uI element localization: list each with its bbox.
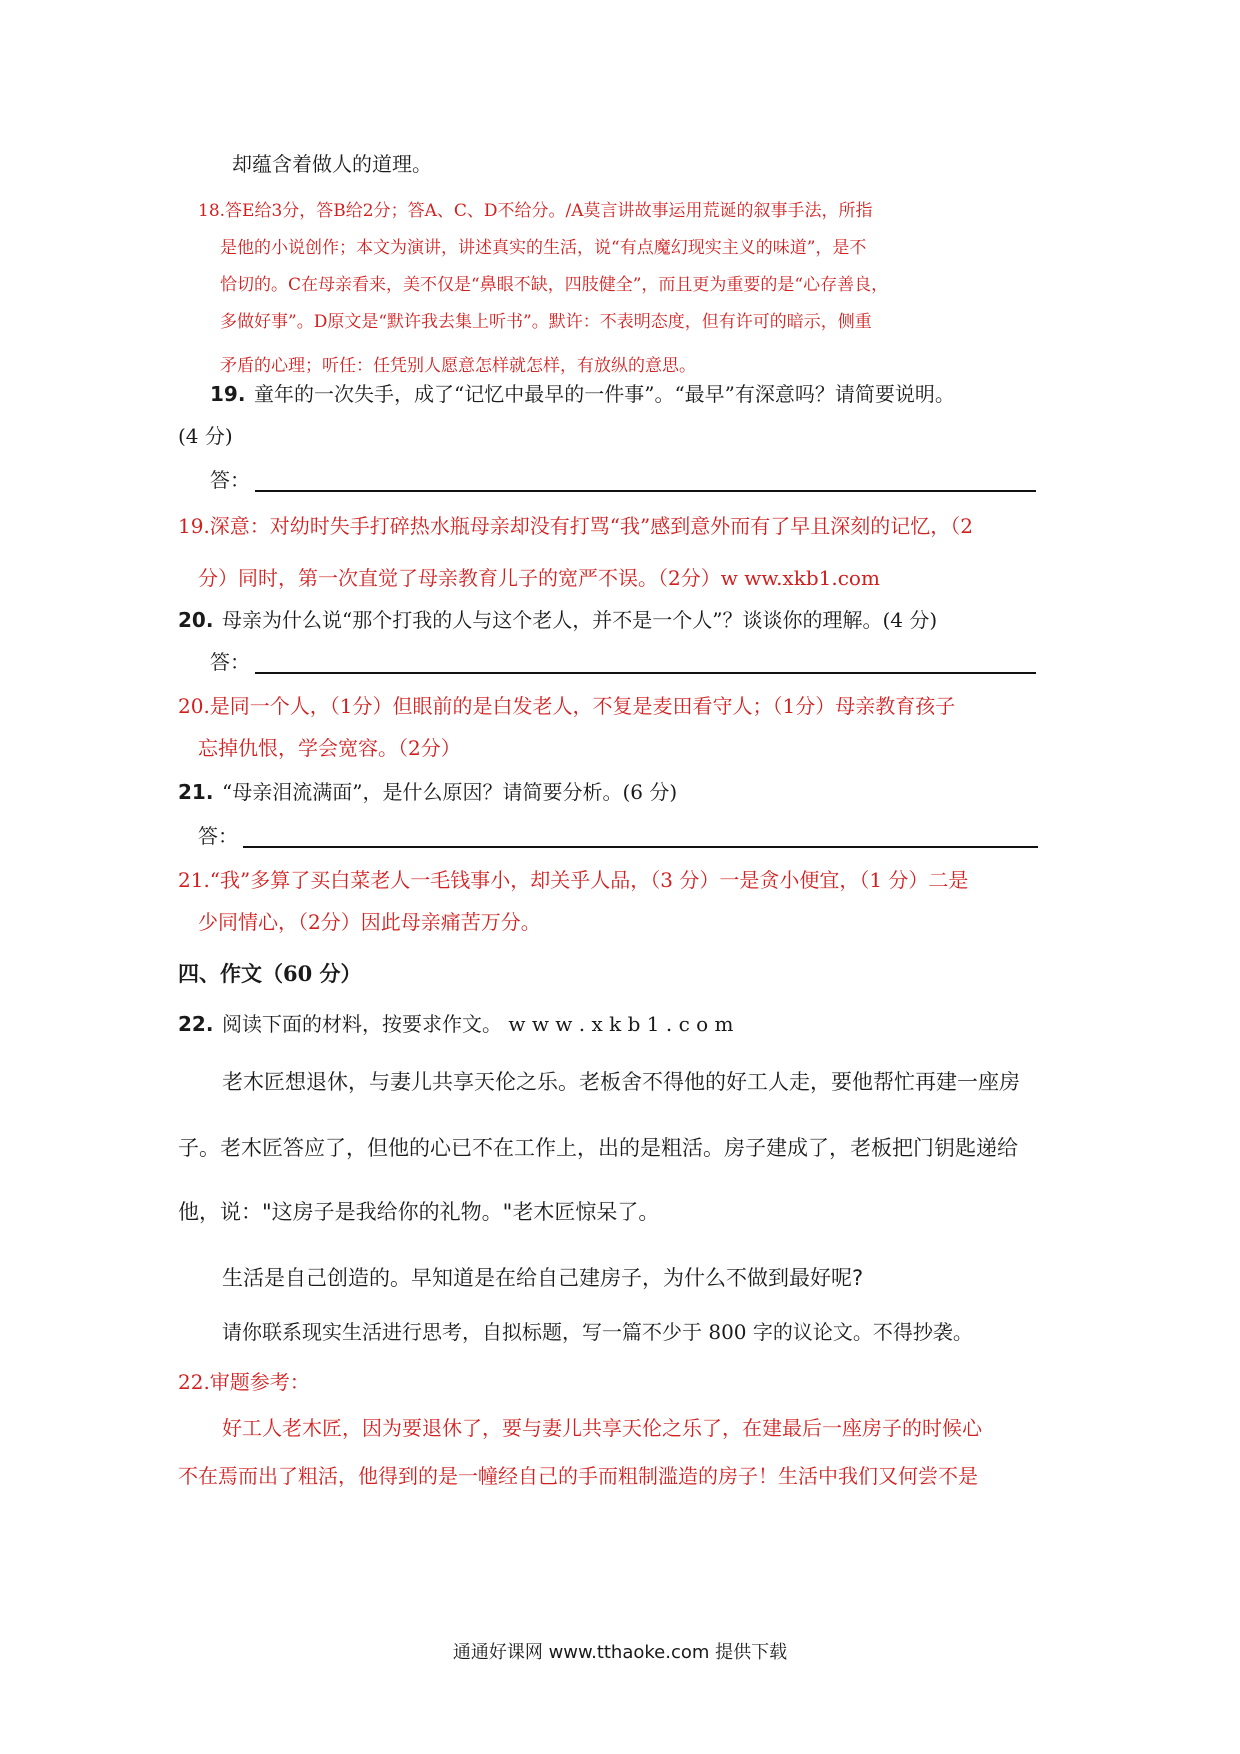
answer-19-line-1: 19.深意：对幼时失手打碎热水瓶母亲却没有打骂“我”感到意外而有了早且深刻的记忆，（2 — [178, 514, 973, 538]
question-21-number: 21. — [178, 780, 214, 804]
material-line-2: 子。老木匠答应了，但他的心已不在工作上，出的是粗活。房子建成了，老板把门钥匙递给 — [178, 1136, 1018, 1160]
answer-21-line-2: 少同情心，（2分）因此母亲痛苦万分。 — [198, 910, 541, 934]
answer-18-line-3: 恰切的。C在母亲看来，美不仅是“鼻眼不缺，四肢健全”，而且更为重要的是“心存善良， — [220, 275, 889, 295]
answer-18-line-4: 多做好事”。D原文是“默许我去集上听书”。默许：不表明态度，但有许可的暗示，侧重 — [220, 312, 872, 332]
answer-20-line-2: 忘掉仇恨，学会宽容。（2分） — [198, 736, 461, 760]
answer-label: 答： — [210, 468, 250, 492]
answer-label: 答： — [198, 824, 238, 848]
answer-18-line-1: 18.答E给3分，答B给2分；答A、C、D不给分。/A莫言讲故事运用荒诞的叙事手法，所指 — [198, 201, 873, 221]
answer-19-line-2: 分）同时，第一次直觉了母亲教育儿子的宽严不误。（2分）w ww.xkb1.com — [198, 566, 880, 590]
answer-19-blank[interactable] — [255, 490, 1036, 492]
answer-18-line-2: 是他的小说创作；本文为演讲，讲述真实的生活，说“有点魔幻现实主义的味道”，是不 — [220, 238, 867, 258]
question-20-text: 母亲为什么说“那个打我的人与这个老人，并不是一个人”？谈谈你的理解。(4 分) — [222, 608, 938, 632]
answer-label: 答： — [210, 650, 250, 674]
question-22-number: 22. — [178, 1012, 214, 1036]
question-20-number: 20. — [178, 608, 214, 632]
material-line-4: 生活是自己创造的。早知道是在给自己建房子，为什么不做到最好呢? — [222, 1266, 864, 1290]
question-19-points: (4 分) — [178, 424, 233, 448]
answer-20-field[interactable] — [210, 648, 1036, 676]
answer-19-field[interactable] — [210, 466, 1036, 494]
answer-20-blank[interactable] — [255, 672, 1036, 674]
question-19-number: 19. — [210, 382, 246, 406]
question-22-text: 阅读下面的材料，按要求作文。 w w w . x k b 1 . c o m — [222, 1012, 734, 1036]
answer-21-field[interactable] — [198, 822, 1038, 850]
answer-22-line-1: 好工人老木匠，因为要退休了，要与妻儿共享天伦之乐了，在建最后一座房子的时候心 — [222, 1416, 982, 1440]
question-19-text: 童年的一次失手，成了“记忆中最早的一件事”。“最早”有深意吗？请简要说明。 — [254, 382, 955, 406]
material-line-1: 老木匠想退休，与妻儿共享天伦之乐。老板舍不得他的好工人走，要他帮忙再建一座房 — [222, 1070, 1020, 1094]
answer-22-line-2: 不在焉而出了粗活，他得到的是一幢经自己的手而粗制滥造的房子！生活中我们又何尝不是 — [178, 1464, 978, 1488]
page-footer: 通通好课网 www.tthaoke.com 提供下载 — [452, 1642, 788, 1663]
answer-20-line-1: 20.是同一个人，（1分）但眼前的是白发老人，不复是麦田看守人；（1分）母亲教育孩子 — [178, 694, 956, 718]
writing-instruction: 请你联系现实生活进行思考，自拟标题，写一篇不少于 800 字的议论文。不得抄袭。 — [222, 1320, 973, 1344]
question-21-text: “母亲泪流满面”，是什么原因？请简要分析。(6 分) — [222, 780, 678, 804]
section-4-heading: 四、作文（60 分） — [178, 961, 362, 986]
answer-21-blank[interactable] — [243, 846, 1038, 848]
answer-18-line-5: 矛盾的心理；听任：任凭别人愿意怎样就怎样，有放纵的意思。 — [220, 356, 696, 376]
answer-21-line-1: 21.“我”多算了买白菜老人一毛钱事小，却关乎人品，（3 分）一是贪小便宜，（1 分）二是 — [178, 868, 969, 892]
continuation-line: 却蕴含着做人的道理。 — [232, 152, 432, 176]
answer-22-heading: 22.审题参考： — [178, 1370, 310, 1394]
material-line-3: 他，说："这房子是我给你的礼物。"老木匠惊呆了。 — [178, 1200, 660, 1224]
